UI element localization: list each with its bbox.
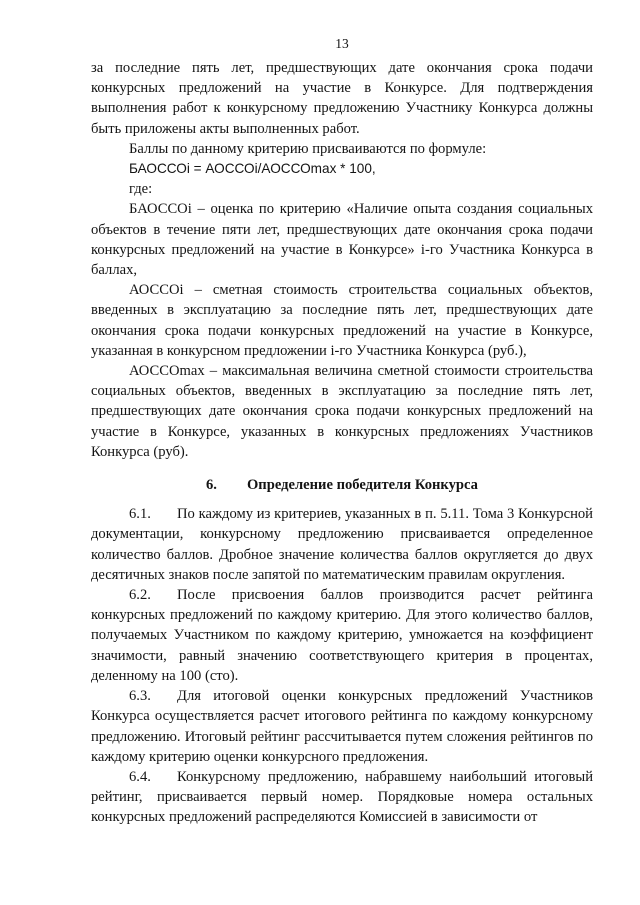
- section-number: 6.: [206, 477, 217, 494]
- clause-number: 6.4.: [129, 768, 151, 785]
- clause-text: Для итоговой оценки конкурсных предложений Участников Конкурса осуществляется расчет итогового рейтинга по каждому конкурсному предложению. Итоговый рейтинг рассчитывается путем сложения рейтингов по каждому критерию оценки конкурсного предложения.: [91, 688, 593, 765]
- scoring-intro: Баллы по данному критерию присваиваются по формуле:: [129, 140, 487, 157]
- clause-number: 6.1.: [129, 506, 151, 523]
- section-title: Определение победителя Конкурса: [246, 477, 478, 494]
- clause-text: Конкурсному предложению, набравшему наибольший итоговый рейтинг, присваивается первый номер. Порядковые номера остальных конкурсных предложений распределяются Комиссией в зависимости от: [91, 768, 593, 826]
- page-number: 13: [335, 36, 349, 51]
- paragraph-continuation: за последние пять лет, предшествующих дате окончания срока подачи конкурсных предложений на участие в Конкурсе. Для подтверждения выполнения работ к конкурсному предложению Участнику Конкурса должны быть приложены акты выполненных работ.: [91, 60, 593, 137]
- clause-6-4: [91, 767, 593, 828]
- clause-number: 6.3.: [129, 688, 151, 705]
- clause-number: 6.2.: [129, 587, 151, 604]
- definition-baosso: БАОССОi – оценка по критерию «Наличие опыта создания социальных объектов в течение пяти лет, предшествующих дате окончания срока подачи конкурсных предложений на участие в Конкурсе» i-го Участника Конкурса в баллах,: [91, 201, 593, 279]
- where-label: где:: [129, 181, 153, 198]
- clause-6-1: [91, 504, 593, 585]
- definition-aosso: АОССОi – сметная стоимость строительства социальных объектов, введенных в эксплуатацию за последние пять лет, предшествующих дате окончания срока подачи конкурсных предложений на участие в Конкурсе, указанная в конкурсном предложении i-го Участника Конкурса (руб.),: [91, 282, 593, 359]
- definition-aossomax: АОССОmax – максимальная величина сметной стоимости строительства социальных объектов, введенных в эксплуатацию за последние пять лет, предшествующих дате окончания срока подачи конкурсных предложений на участие в Конкурсе, указанных в конкурсных предложениях Участников Конкурса (руб).: [91, 363, 593, 460]
- clause-6-2: [91, 585, 593, 686]
- clause-text: По каждому из критериев, указанных в п. 5.11. Тома 3 Конкурсной документации, конкурсному предложению присваивается определенное количество баллов. Дробное значение количества баллов округляется до двух десятичных знаков после запятой по математическим правилам округления.: [91, 506, 593, 583]
- clause-6-3: [91, 686, 593, 767]
- clause-text: После присвоения баллов производится расчет рейтинга конкурсных предложений по каждому критерию. Для этого количество баллов, получаемых Участником по каждому критерию, умножается на коэффициент значимости, равный значению соответствующего критерия в процентах, деленному на 100 (сто).: [91, 587, 593, 684]
- scoring-formula: БАОССОi = АОССОi/АОССОmax * 100,: [129, 161, 376, 177]
- section-heading: [91, 475, 593, 495]
